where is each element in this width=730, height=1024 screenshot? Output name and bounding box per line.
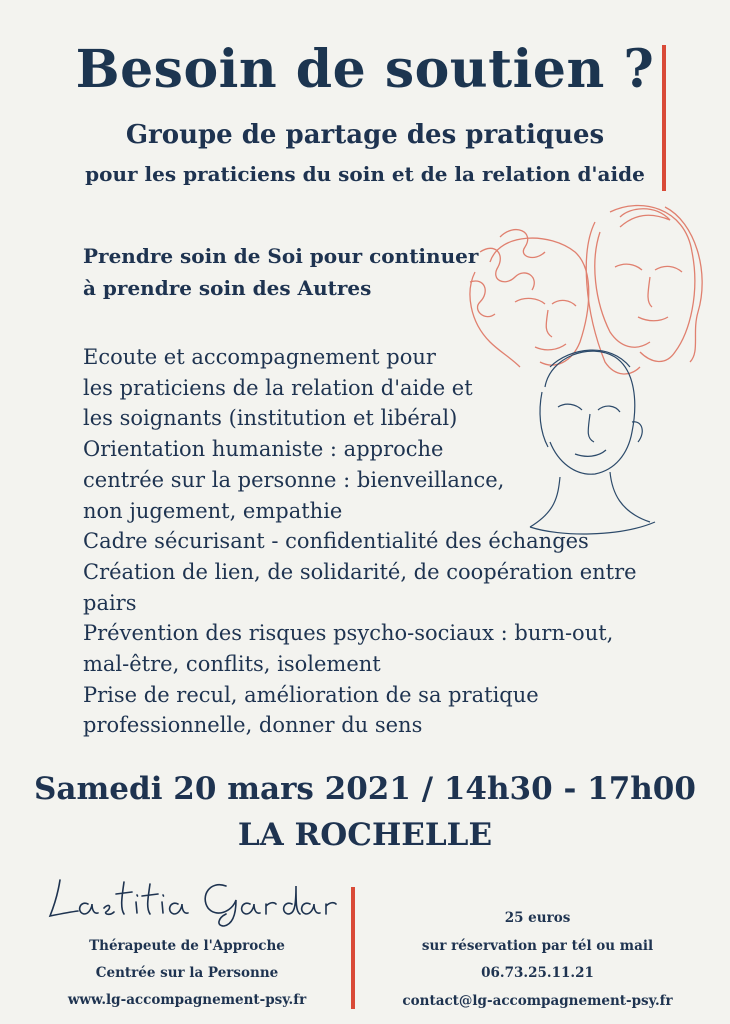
body-line: Création de lien, de solidarité, de coopération entre [83,559,637,584]
body-line: professionnelle, donner du sens [83,713,423,738]
audience-line: pour les praticiens du soin et de la relation d'aide [85,162,645,186]
price: 25 euros [504,910,571,926]
accent-bar-bottom [351,887,355,1009]
accent-bar-top [662,45,666,191]
booking-info [380,905,695,1015]
body-line: non jugement, empathie [83,498,343,523]
body-line: Prévention des risques psycho-sociaux : burn-out, [83,621,614,646]
body-line: mal-être, conflits, isolement [83,652,381,677]
therapist-info [55,933,319,1014]
body-line: les soignants (institution et libéral) [83,406,458,431]
tagline-line-2: à prendre soin des Autres [83,276,372,300]
email-link[interactable]: contact@lg-accompagnement-psy.fr [402,992,673,1009]
booking-note: sur réservation par tél ou mail [421,937,654,954]
therapist-title-line-2: Centrée sur la Personne [95,965,279,981]
poster-subtitle: Groupe de partage des pratiques [125,120,605,150]
tagline [83,240,478,304]
body-line: Ecoute et accompagnement pour [83,345,436,369]
body-line: centrée sur la personne : bienveillance, [83,467,505,492]
therapist-title-line-1: Thérapeute de l'Approche [89,938,285,954]
handwritten-signature [40,868,340,928]
body-line: Prise de recul, amélioration de sa pratique [83,682,539,707]
event-date: Samedi 20 mars 2021 / 14h30 - 17h00 [34,771,696,807]
poster-title: Besoin de soutien ? [75,39,655,100]
body-line: Cadre sécurisant - confidentialité des échanges [83,529,589,554]
body-line: Orientation humaniste : approche [83,437,444,462]
description-body [83,342,663,741]
body-line: les praticiens de la relation d'aide et [83,375,473,400]
phone-number[interactable]: 06.73.25.11.21 [481,965,594,981]
website-link[interactable]: www.lg-accompagnement-psy.fr [67,992,307,1008]
event-city: LA ROCHELLE [237,817,493,853]
body-line: pairs [83,590,137,615]
tagline-line-1: Prendre soin de Soi pour continuer [83,244,479,268]
